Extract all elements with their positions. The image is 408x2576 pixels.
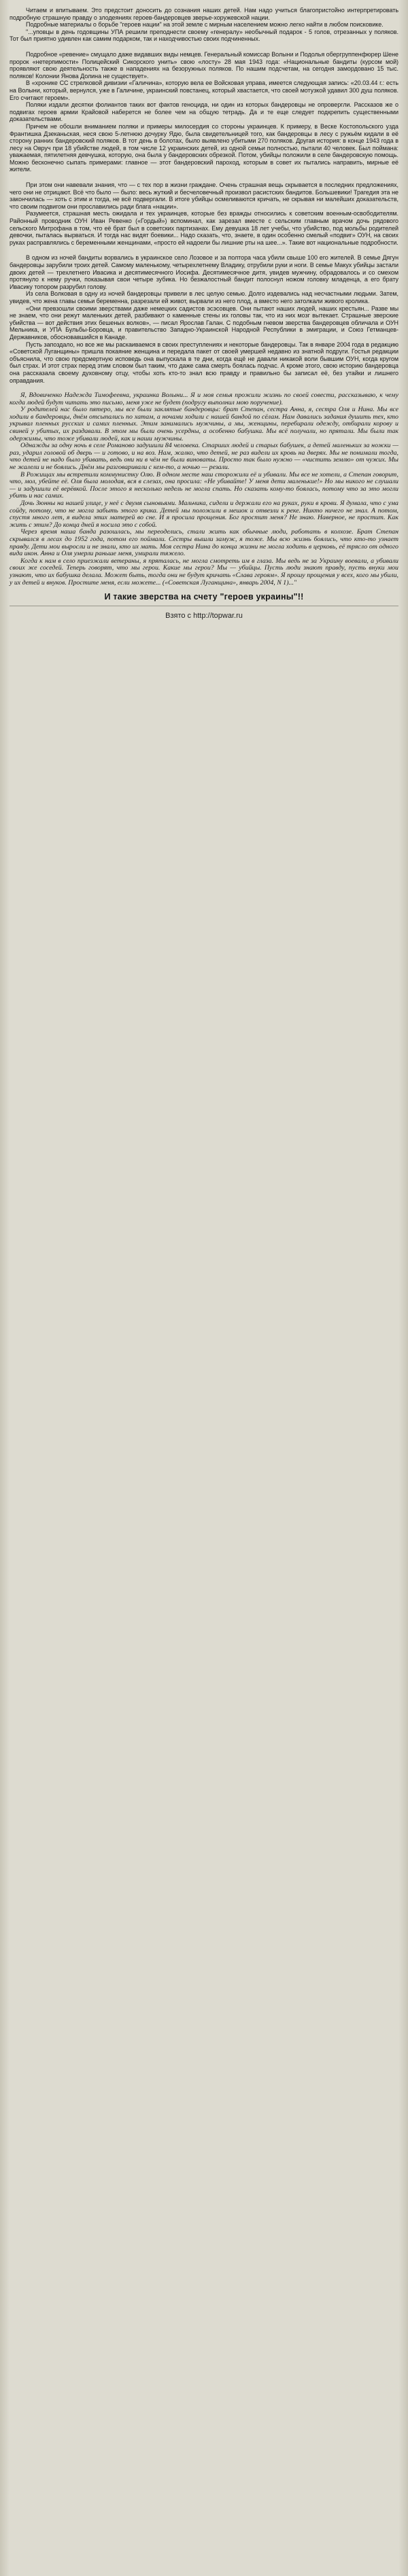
confession-paragraph: В Рожищах мы встретили коммунистку Олю. В одном месте наш сторожили её и убивали. Мы все не хотели, а Степан говорит, что, мол, убейте её. Оля была молодая, вся в слезах, она просила: «Не убивайте! У меня дети маленькие!» Но мы никого не слушали — и задушили её верёвкой. После этого я несколько недель не могла спать. Но сказать кому-то боялась, потому что за это могли убить и нас самих. <box>10 470 398 500</box>
article-paragraph: Пусть запоздало, но все же мы раскаиваемся в своих преступлениях и некоторые бандеровцы. Так в январе 2004 года в редакцию «Советской Луганщины» пришла покаяние женщина и передала пакет от своей умершей недавно из знатной подруги. Гостья редакции объяснила, что свою предсмертную исповедь она выпускала в те дни, когда ещё не давали никакой воли бывшим ОУН, когда кругом был страх. И этот страх перед этим словом был таким, что даже сама смерть боялась подчас. А кроме этого, свою историю бандеровца она рассказала своему духовному отцу, чтобы хоть кто-то знал всю правду и правильно бы записал её, без утайки и лишнего оправдания. <box>10 341 398 384</box>
confession-paragraph: Дочь Зюнны на нашей улице, у неё с двумя сыновьями. Мальчика, сидели и держали его на руках, руки в крови. Я думала, что с ума сойду, потому, что не могла забыть этого крика. Детей мы положили в мешок и отвезли к реке. Никто ничего не знал. А потом, спустя много лет, я видела этих матерей во сне. И я просила прощения. Бог простит меня? Не знаю. Наверное, не простит. Как жить с этим? До конца дней я носила это с собой. <box>10 500 398 529</box>
article-paragraph: Подробные материалы о борьбе "героев нации" на этой земле с мирным населением можно легко найти в любом поисковике. <box>26 21 384 29</box>
article-body <box>10 7 398 587</box>
article-paragraph: Из села Волковая в одну из ночей бандеровцы привели в лес целую семью. Долго издевались над несчастными людьми. Затем, увидев, что жена главы семьи беременна, разрезали ей живот, вырвали из него плод, а вместо него затолкали живого кролика. <box>10 290 398 304</box>
article-paragraph: Поляки издали десятки фолиантов таких вот фактов геноцида, ни один из которых бандеровцы не опровергли. Рассказов же о подвигах героев армии Крайовой наберется не более чем на общую тетрадь. Да и те еще следует подкрепить существенными доказательствами. <box>10 101 398 123</box>
confession-paragraph: Через время наша банда разошлась, мы переоделись, стали жить как обычные люди, работать в колхозе. Брат Степан скрывался в лесах до 1952 года, потом его поймали. Сестры вышли замуж, я тоже. Мы всю жизнь боялись, что кто-то узнает правду. Дети мои выросли и не знали, кто их мать. Моя сестра Нина до конца жизни не могла ходить в церковь, её трясло от одного вида икон. Анна и Оля умерли раньше меня, умирали тяжело. <box>10 528 398 558</box>
conclusion-line: И такие зверства на счету "героев украины"!! <box>104 592 304 602</box>
article-paragraph: "...уповцы в день годовщины УПА решили преподнести своему «генералу» необычный подарок - 5 голов, отрезанных у поляков. Тот был приятно удивлен как самим подарком, так и находчивостью своих подчиненных. <box>10 28 398 43</box>
article-paragraph: Разумеется, страшная месть ожидала и тех украинцев, которые без вражды относились к советским военным-освободителям. Районный проводник ОУН Иван Ревенко («Гордый») вспоминал, как зарезал вместе с сельским главным врачом дочь рядового сельского Митрофана в том, что её брат был в советских партизанах. Ему девушка 18 лет учебы, что убийство, под мольбы родителей девочки, пыталась вырваться. И тогда нас видят боевики... Надо сказать, что, знаете, в один особенно смелый «подвиг» ОУН, на своих руках расправлялись с беременными женщинами, «просто ей надоели бы лишние рты на шее...». Такие вот национальные подробности. <box>10 210 398 246</box>
confession-paragraph: Однажды за одну ночь в селе Романово задушили 84 человека. Старших людей и старых бабушек, а детей маленьких за ножки — раз, ударил головой об дверь — и готово, и на воз. Нам, жалко, что детей, не раз видели их кровь на дверях. Мы не понимали тогда, что детей не надо было убивать, ведь они ни в чём не были виноваты. Просто так было нужно — «чистить землю» от чужих. Мы не жалели и не боялись. Днём мы разговаривали с кем-то, а ночью — резали. <box>10 442 398 472</box>
confession-paragraph: У родителей нас было пятеро, мы все были заклятые бандеровцы: брат Степан, сестра Анна, я, сестра Оля и Нина. Мы все ходили в бандеровцы, днём отсыпались по хатам, а ночами ходили с нашей бандой по сёлам. Нам давались задания душить тех, кто укрывал пленных русских и самих пленных. Этим занимались мужчины, а мы, женщины, перебирали одежду, отбирали корову и свиней у убитых, их раздавали. В этом мы были очень усердны, а особенно бабушка. Мы всё получали, но прятали. Мы были так одержимы, что тоже убивали людей, как и наши мужчины. <box>10 406 398 442</box>
article-paragraph: «Они превзошли своими зверствами даже немецких садистов эсэсовцев. Они пытают наших людей, наших крестьян... Разве мы не знаем, что они режут маленьких детей, разбивают о каменные стены их головы так, что из них мозг вытекает. Страшные зверские убийства — вот действия этих бешеных волков», — писал Ярослав Галан. С подобным гневом зверства бандеровцев обличала и ОУН Мельника, и УПА Бульбы-Боровца, и правительство Западно-Украинской Народной Республики в эмиграции, и Союз Гетманцев-Державников, обосновавшийся в Канаде. <box>10 304 398 341</box>
article-paragraph: Подробное «ревение» смущало даже видавших виды немцев. Генеральный комиссар Волыни и Подолья обергруппенфюрер Шене пророк «нетерпимости» Полицейский Сикорского унить» свою «лосту» 28 мая 1943 года: «Национальные бандиты (курсом мой) проявляют свою деятельность также в нападениях на безоружных поляков. По нашим подсчетам, на сегодня замордовано 15 тыс. поляков! Колонии Янова Долина не существует». <box>10 50 398 80</box>
paragraph-gap <box>10 43 398 51</box>
article-paragraph: При этом они навевали знания, что — с тех пор в жизни граждане. Очень страшная вещь скрывается в последних предложениях, чего они не отрицают. Всё что было — было: весь жуткий и бесчеловечный произвол расистских бандитов. Большевики! Трагедия эта не закончилась — хоть с этим и тогда, не всё подвергали. В итоге убийцы осмеливаются кричать, не скрывая ни малейших доказательств, что своим подвигом они прославились ради блага «нации». <box>10 181 398 210</box>
article-paragraph: Причем не обошли вниманием поляки и примеры милосердия со стороны украинцев. К примеру, в Веске Костопольского узда Франтишка Дзеканьская, неся свою 5-летнюю дочурку Ядю, была свидетельницей того, как бандеровцы в лесу с ружьём кидали в её сторону ранних бандеровский поляков. В тот день в болотах, было выявлено убитыми 270 поляков. Другая история: в конце 1943 года в лесу на Овруч при 18 убийстве людей, в том числе 12 украинских детей, из одной семьи полностью, пытали 40 человек. Был поймана: уважаемая, пятилетняя девчушка, которую, она была у бандеровских обрезкой. Потом, убийцы положили в селе бандеровскую помощь. Можно бесконечно сыпать примерами: главное — этот бандеровский пароход, которым в совет их пытались направить, мирные её жители. <box>10 122 398 173</box>
paragraph-gap <box>10 173 398 181</box>
article-paragraph: В одном из ночей бандиты ворвались в украинское село Лозовое и за полтора часа убили свыше 100 его жителей. В семье Дягун бандеровцы зарубили троих детей. Самому маленькому, четырехлетнему Владику, отрубили руки и ноги. В семье Макух убийцы застали двоих детей — трехлетнего Ивасика и десятимесячного Иосифа. Десятимесячное дитя, увидев мужчину, обрадовалось и со смехом протянуло к нему ручки, показывая свои четыре зубика. Но безжалостный бандит полоснул ножом головку младенца, а его брату Ивасику топором разрубил голову. <box>10 254 398 290</box>
paragraph-gap <box>10 246 398 254</box>
source-credit[interactable]: Взято с http://topwar.ru <box>165 612 243 621</box>
confession-paragraph: Я, Вдовиченко Надежда Тимофеевна, украинка Волыни... Я и моя семья прожили жизнь по своей совести, рассказываю, к чему когда людей будут читать это письмо, меня уже не будет (подругу выполнил мою поручение). <box>10 391 398 406</box>
confession-paragraph: Когда к нам в село приезжали ветераны, я пряталась, не могла смотреть им в глаза. Мы ведь не за Украину воевали, а убивали своих же соседей. Теперь говорят, что мы герои. Какие мы герои? Мы — убийцы. Пусть люди знают правду, пусть внуки мои узнают, что их бабушка делала. Может быть, тогда они не будут кричать «Слава героям». Я прошу прощения у всех, кого мы убили, у их детей и внуков. Простите меня, если можете... («Советская Луганщина», январь 2004, N 1)..." <box>10 557 398 587</box>
article-paragraph: В «хронике СС стрелковой дивизии «Галичина», которую вела ее Войсковая управа, имеется следующая запись: «20.03.44 г.: есть на Волыни, который, вернулся, уже в Галичине, украинский повстанец, который хвастается, что своей мотузкой удавил 300 душ поляков. Его считают героем». <box>10 80 398 101</box>
article-paragraph: Читаем и впитываем. Это предстоит доносить до сознания наших детей. Нам надо учиться благопристойно интерпретировать подробную страшную правду о злодеяниях героев-бандеровцев зверье-хоружевской нации. <box>10 7 398 21</box>
